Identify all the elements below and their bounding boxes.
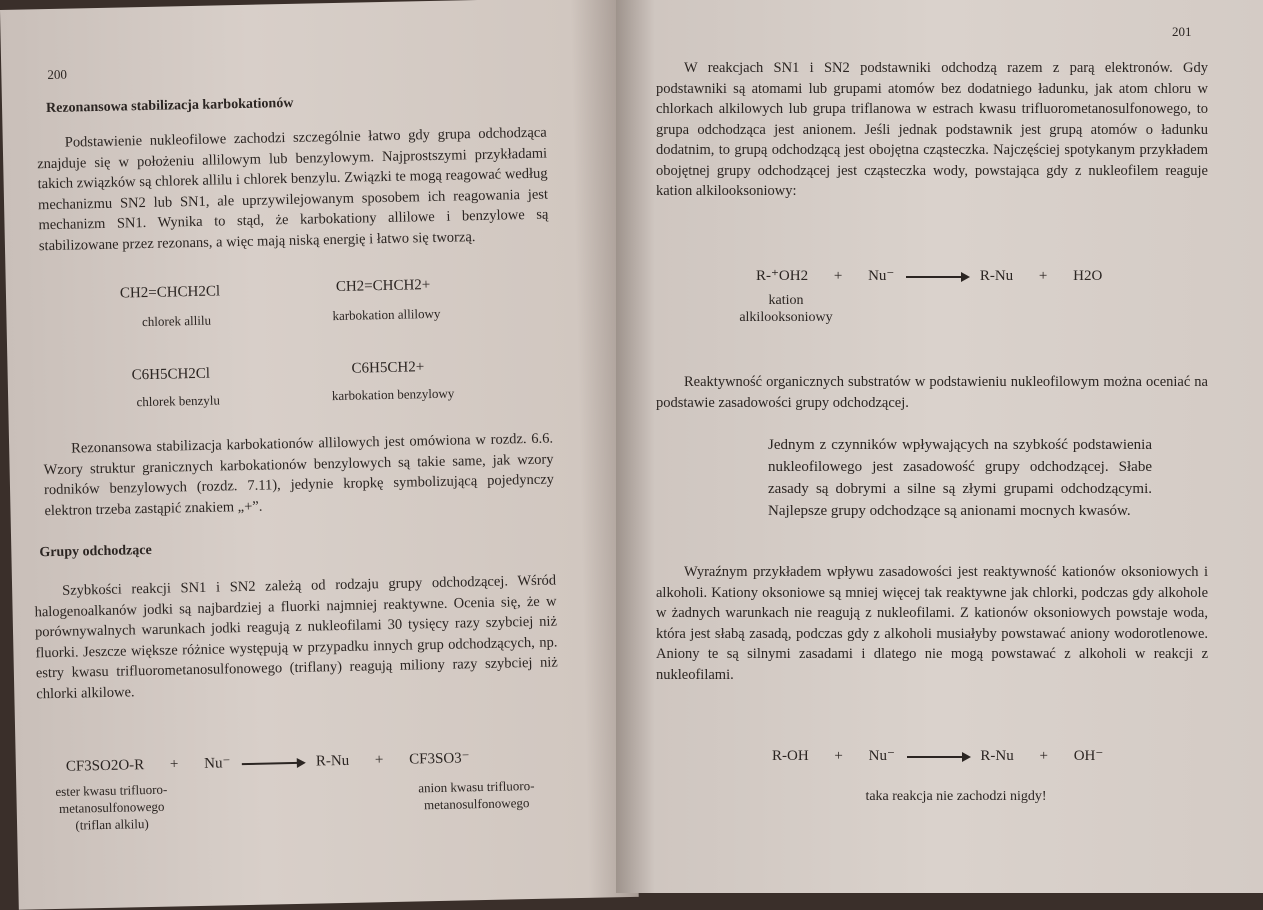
- plus-sign: +: [169, 756, 179, 773]
- formula-allyl-cation: CH2=CHCH2+: [335, 277, 431, 296]
- formula-allyl-chloride: CH2=CHCH2Cl: [119, 283, 221, 302]
- nucleophile: Nu⁻: [868, 268, 895, 284]
- formula-benzyl-cation: C6H5CH2+: [351, 359, 425, 377]
- right-page: [616, 0, 1263, 893]
- plus-sign: +: [1038, 268, 1048, 284]
- highlight-box: Jednym z czynników wpływających na szybkość podstawienia nukleofilowego jest zasadowość grupy odchodzącej. Słabe zasady są dobrymi a silne są złymi grupami odchodzącymi. Najlepsze grupy odchodzące są anionami mocnych kwasów.: [768, 437, 1152, 519]
- caption-no-reaction: taka reakcja nie zachodzi nigdy!: [865, 789, 1047, 804]
- reaction-equation: [756, 266, 1102, 285]
- product: R-Nu: [979, 268, 1014, 284]
- plus-sign: +: [834, 748, 843, 764]
- paragraph: Wyraźnym przykładem wpływu zasadowości jest reaktywność kationów oksoniowych i alkoholi. Kationy oksoniowe są mniej więcej tak reaktywne jak chlorki, podczas gdy alkohole w żadnych warunkach nie reagują z nukleofilami. Z kationów oksoniowych powstaje woda, która jest słabą zasadą, podczas gdy z alkoholi musiałyby powstawać aniony wodorotlenowe. Aniony te są silnymi zasadami i dlatego nie mogą powstawać z alkoholi w reakcji z nukleofilami.: [656, 564, 1208, 683]
- paragraph: Rezonansowa stabilizacja karbokationów allilowych jest omówiona w rozdz. 6.6. Wzory struktur granicznych karbokationów benzylowych są takie same, jak wzory rodników benzylowych (rozdz. 7.11), jedynie kropkę symbolizującą pojedynczy elektron trzeba zastąpić znakiem „+”.: [43, 430, 555, 519]
- section-heading: Grupy odchodzące: [39, 542, 152, 561]
- caption-benzyl-chloride: chlorek benzylu: [136, 392, 221, 410]
- page-number: 201: [1172, 24, 1192, 39]
- plus-sign: +: [374, 752, 384, 769]
- byproduct: H2O: [1073, 268, 1103, 284]
- byproduct: OH⁻: [1073, 748, 1104, 764]
- paragraph: W reakcjach SN1 i SN2 podstawniki odchodzą razem z parą elektronów. Gdy podstawniki są atomami lub grupami atomów bez dodatniego ładunku, jak atom chloru w chlorkach alkilowych lub grupa triflanowa w estrach kwasu trifluorometanosulfonowego, to grupa odchodząca jest anionem. Jeśli jednak podstawnik jest grupą atomów o ładunku dodatnim, to grupą odchodzącą jest obojętna cząsteczka. Najczęściej spotykanym przykładem obojętnej grupy odchodzącej jest cząsteczka wody, powstająca gdy z nukleofilem reaguje kation alkilooksoniowy:: [656, 60, 1208, 199]
- reaction-arrow: [907, 756, 969, 758]
- caption-benzyl-cation: karbokation benzylowy: [331, 385, 455, 404]
- section-heading: Rezonansowa stabilizacja karbokationów: [45, 95, 294, 117]
- caption-triflate-ester: ester kwasu trifluoro- metanosulfonowego (triflan alkilu): [55, 781, 168, 833]
- page-number: 200: [47, 66, 68, 83]
- byproduct: CF3SO3⁻: [409, 750, 470, 768]
- reaction-equation: [772, 746, 1103, 765]
- plus-sign: +: [833, 268, 843, 284]
- paragraph: Szybkości reakcji SN1 i SN2 zależą od rodzaju grupy odchodzącej. Wśród halogenoalkanów jodki są najbardziej a fluorki najmniej reaktywne. Ocenia się, że w porównywalnych warunkach jodki reagują z nukleofilami 30 tysięcy razy szybciej niż fluorki. Jeszcze większe różnice występują w przypadku innych grup odchodzących, np. estry kwasu trifluorometanosulfonowego (triflany) reagują miliony razy szybciej niż chlorki alkilowe.: [34, 572, 558, 702]
- caption-alkyloxonium-cation: kation alkilooksoniowy: [739, 293, 833, 325]
- nucleophile: Nu⁻: [868, 748, 895, 764]
- reactant: R-OH: [772, 748, 809, 764]
- product: R-Nu: [315, 752, 350, 770]
- paragraph: Podstawienie nukleofilowe zachodzi szczególnie łatwo gdy grupa odchodząca znajduje się w położeniu allilowym lub benzylowym. Najprostszymi przykładami takich związków są chlorek allilu i chlorek benzylu. Związki te mogą reagować według mechanizmu SN2 lub SN1, ale uprzywilejowanym sposobem ich reagowania jest mechanizm SN1. Wynika to stąd, że karbokationy allilowe i benzylowe są stabilizowane przez rezonans, a więc mają niską energię i łatwo się tworzą.: [37, 124, 549, 254]
- reactant: R-⁺OH2: [756, 268, 809, 284]
- reaction-equation: [66, 748, 470, 775]
- formula-benzyl-chloride: C6H5CH2Cl: [131, 365, 211, 384]
- plus-sign: +: [1039, 748, 1048, 764]
- reactant: CF3SO2O-R: [65, 757, 145, 775]
- caption-allyl-chloride: chlorek allilu: [141, 312, 212, 330]
- paragraph: Reaktywność organicznych substratów w podstawieniu nukleofilowym można oceniać na podstawie zasadowości grupy odchodzącej.: [656, 374, 1208, 411]
- reaction-arrow: [242, 761, 304, 764]
- caption-allyl-cation: karbokation allilowy: [332, 305, 441, 324]
- product: R-Nu: [980, 748, 1014, 764]
- nucleophile: Nu⁻: [203, 755, 231, 772]
- caption-triflate-anion: anion kwasu trifluoro- metanosulfonowego: [418, 777, 535, 813]
- reaction-arrow: [906, 276, 968, 278]
